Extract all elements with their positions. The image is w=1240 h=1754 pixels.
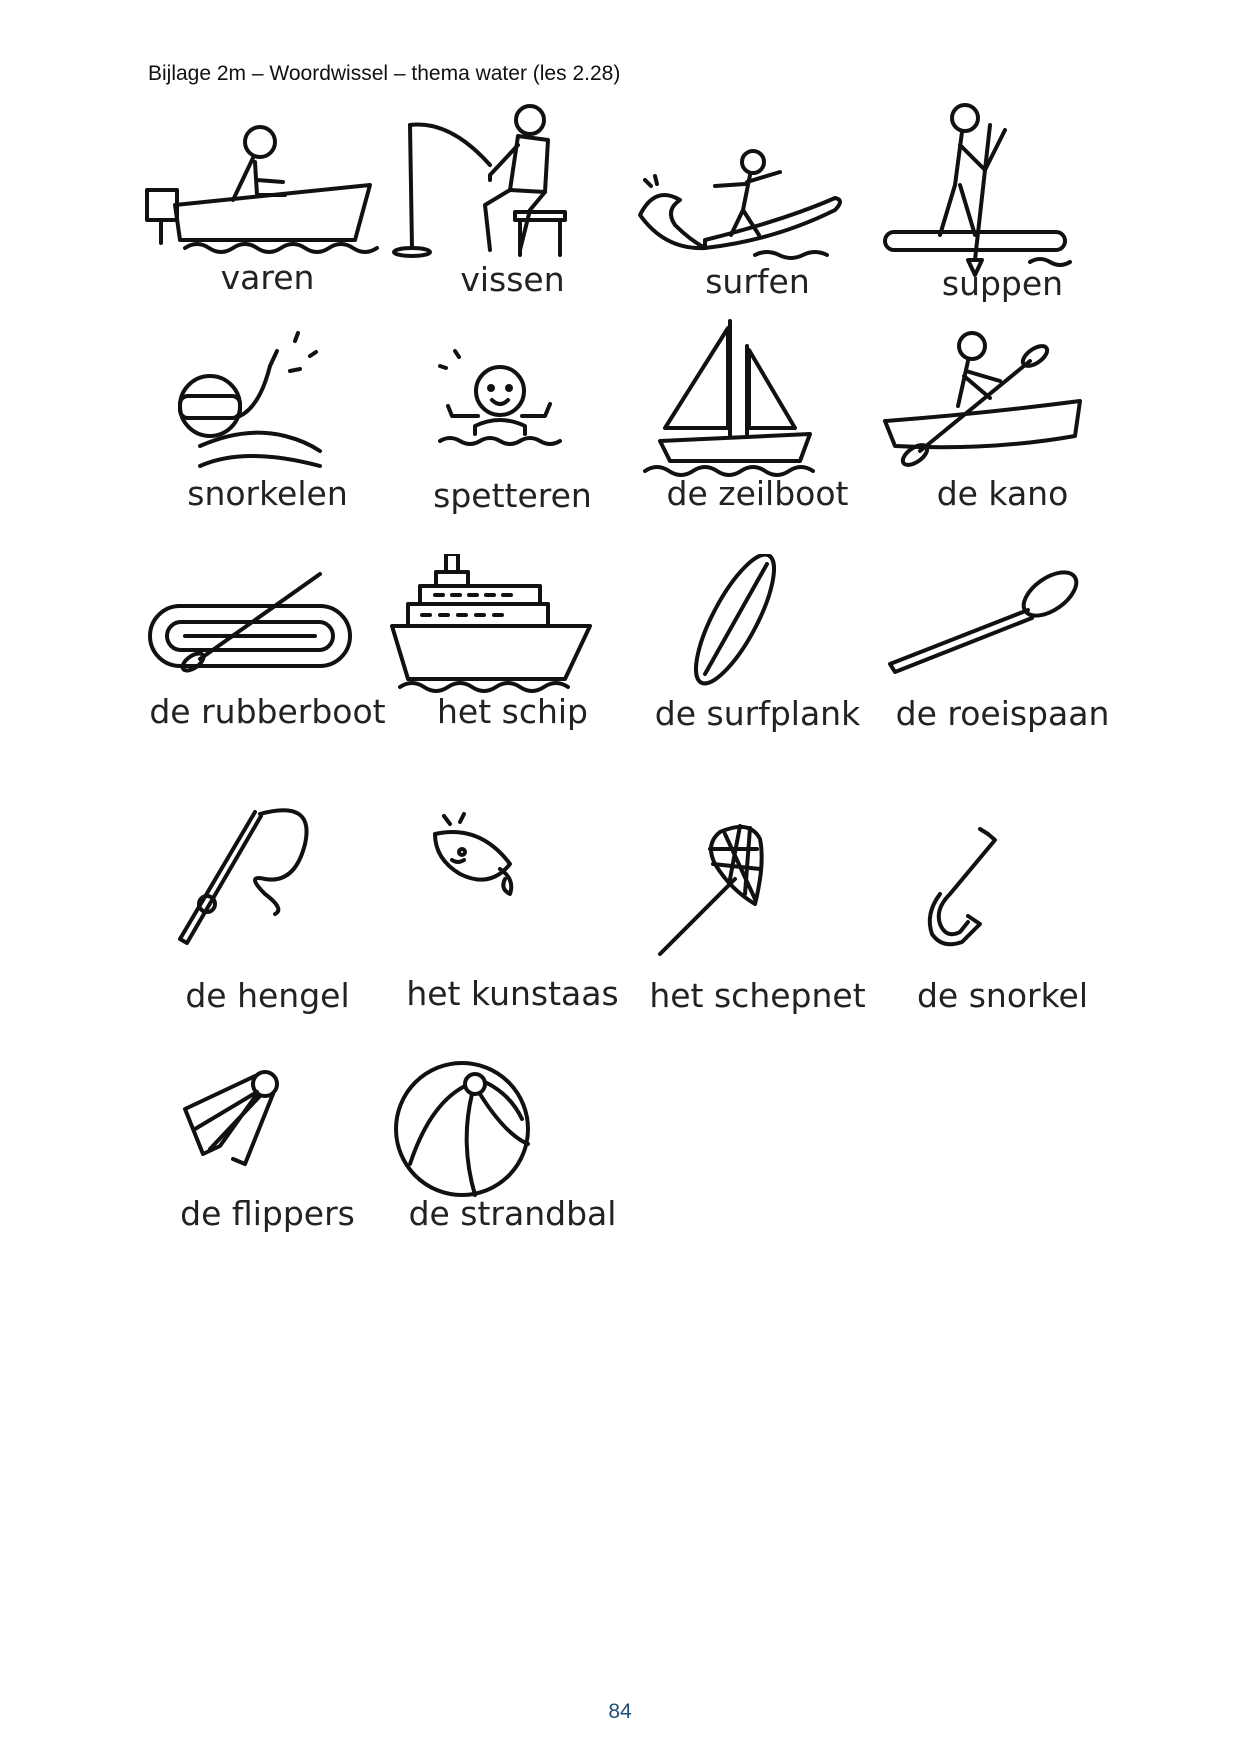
card-roeispaan [880,554,1125,804]
card-rubberboot [145,554,390,804]
card-label: spetteren [433,476,592,515]
paddleboard-icon [880,100,1125,280]
card-label: de surfplank [654,694,861,733]
card-label: het schepnet [649,976,866,1015]
fishing-rod-icon [145,804,390,984]
card-snorkelen [145,316,390,566]
scoop-net-icon [635,804,880,984]
surfer-icon [635,100,880,280]
page-number: 84 [608,1700,632,1723]
card-schepnet [635,804,880,1054]
card-varen [145,100,390,350]
card-label: vissen [460,260,565,299]
card-suppen [880,100,1125,350]
card-schip [390,554,635,804]
card-surfplank [635,554,880,804]
canoe-icon [880,316,1125,496]
splashing-child-icon [390,316,635,496]
page-title: Bijlage 2m – Woordwissel – thema water (les 2.28) [148,62,621,85]
card-label: de snorkel [916,976,1088,1015]
card-row [145,554,1135,804]
card-row [145,100,1135,350]
card-vissen [390,100,635,350]
card-kunstaas [390,804,635,1054]
card-row [145,1054,1135,1304]
card-strandbal [390,1054,635,1304]
card-spetteren [390,316,635,566]
card-label: de strandbal [408,1194,617,1233]
motorboat-icon [145,100,390,280]
card-label: het schip [436,692,588,731]
card-hengel [145,804,390,1054]
card-label: de hengel [185,976,350,1015]
card-row [145,316,1135,566]
card-flippers [145,1054,390,1304]
picture-card-grid [145,100,1135,1304]
card-label: de zeilboot [666,474,849,513]
fishing-person-icon [390,100,635,280]
sailboat-icon [635,316,880,496]
fishing-lure-icon [390,804,635,984]
snorkel-icon [880,804,1125,984]
card-label: suppen [941,264,1064,303]
card-kano [880,316,1125,566]
card-label: de roeispaan [895,694,1110,733]
card-label: het kunstaas [406,974,619,1013]
card-label: de rubberboot [149,692,386,731]
card-label: surfen [705,262,810,301]
snorkeler-icon [145,316,390,496]
card-row [145,804,1135,1054]
card-label: de kano [936,474,1069,513]
card-snorkel [880,804,1125,1054]
card-label: varen [220,258,315,297]
card-surfen [635,100,880,350]
card-label: de flippers [180,1194,355,1233]
card-zeilboot [635,316,880,566]
card-label: snorkelen [187,474,348,513]
